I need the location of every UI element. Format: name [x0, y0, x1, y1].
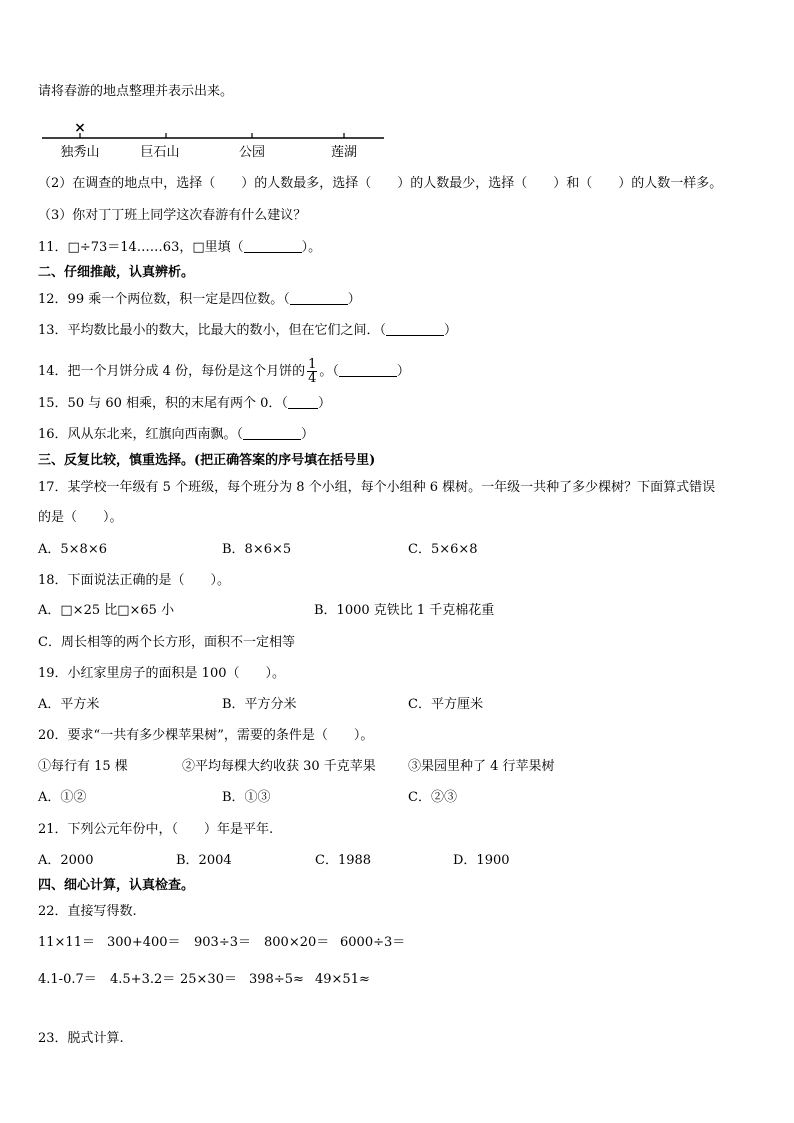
answer-blank[interactable] [339, 364, 397, 377]
q20-option-a[interactable]: A．①② [38, 790, 87, 805]
question-2-sub: （2）在调查的地点中，选择（ ）的人数最多，选择（ ）的人数最少，选择（ ）和（ ）的人数一样多。 [38, 176, 723, 191]
question-19-stem: 19．小红家里房子的面积是 100（ ）。 [38, 666, 285, 681]
q21-option-d[interactable]: D．1900 [453, 853, 510, 868]
calc-item: 11×11＝ [38, 935, 95, 950]
q21-option-c[interactable]: C．1988 [315, 853, 372, 868]
answer-blank[interactable] [244, 240, 302, 253]
question-11: 11．□÷73＝14……63，□里填（ ）。 [38, 240, 322, 255]
answer-blank[interactable] [243, 427, 301, 440]
calc-item: 398÷5≈ [249, 972, 304, 987]
calc-item: 300+400＝ [107, 935, 181, 950]
calc-item: 25×30＝ [180, 972, 237, 987]
q19-option-b[interactable]: B．平方分米 [222, 697, 297, 712]
diagram-label-2: 巨石山 [140, 145, 180, 160]
question-17-line2: 的是（ ）。 [38, 510, 123, 525]
q21-option-b[interactable]: B．2004 [176, 853, 232, 868]
q18-option-b[interactable]: B．1000 克铁比 1 千克棉花重 [314, 603, 495, 618]
q20-option-b[interactable]: B．①③ [222, 790, 271, 805]
location-diagram [38, 118, 390, 166]
question-15: 15．50 与 60 相乘，积的末尾有两个 0．（ ） [38, 396, 331, 411]
calc-item: 800×20＝ [264, 935, 330, 950]
calc-item: 903÷3＝ [194, 935, 251, 950]
q20-condition-3: ③果园里种了 4 行苹果树 [408, 759, 555, 774]
question-23-stem: 23．脱式计算. [38, 1031, 124, 1046]
diagram-label-1: 独秀山 [60, 145, 100, 160]
question-16: 16．风从东北来，红旗向西南飘。（ ） [38, 427, 315, 442]
question-21-stem: 21．下列公元年份中，（ ）年是平年. [38, 822, 274, 837]
question-13: 13．平均数比最小的数大，比最大的数小，但在它们之间．（ ） [38, 323, 458, 338]
calc-item: 6000÷3＝ [340, 935, 406, 950]
calc-item: 49×51≈ [315, 972, 370, 987]
fraction-one-quarter: $\frac{1}{4}$ [308, 357, 317, 386]
q18-option-a[interactable]: A．□×25 比□×65 小 [38, 603, 175, 618]
section-2-heading: 二、仔细推敲，认真辨析。 [38, 265, 195, 280]
question-12: 12．99 乘一个两位数，积一定是四位数。（ ） [38, 292, 361, 307]
answer-blank[interactable] [290, 292, 348, 305]
q19-option-a[interactable]: A．平方米 [38, 697, 100, 712]
question-14: 14．把一个月饼分成 4 份，每份是这个月饼的 $\frac{1}{4}$ 。（ ） [38, 357, 410, 386]
calc-item: 4.5+3.2＝ [110, 972, 176, 987]
answer-blank[interactable] [386, 323, 444, 336]
q21-option-a[interactable]: A．2000 [38, 853, 94, 868]
answer-blank[interactable] [288, 396, 318, 409]
calc-item: 4.1-0.7＝ [38, 972, 97, 987]
question-18-stem: 18．下面说法正确的是（ ）。 [38, 573, 231, 588]
q20-condition-2: ②平均每棵大约收获 30 千克苹果 [182, 759, 376, 774]
question-20-stem: 20．要求“一共有多少棵苹果树”，需要的条件是（ ）。 [38, 728, 374, 743]
diagram-label-4: 莲湖 [330, 145, 358, 160]
section-3-heading: 三、反复比较，慎重选择。(把正确答案的序号填在括号里) [38, 453, 376, 468]
q19-option-c[interactable]: C．平方厘米 [408, 697, 483, 712]
question-22-stem: 22．直接写得数. [38, 904, 137, 919]
intro-text: 请将春游的地点整理并表示出来。 [38, 84, 234, 99]
q20-option-c[interactable]: C．②③ [408, 790, 457, 805]
q18-option-c[interactable]: C．周长相等的两个长方形，面积不一定相等 [38, 635, 295, 650]
q17-option-a[interactable]: A．5×8×6 [38, 542, 107, 557]
q20-condition-1: ①每行有 15 棵 [38, 759, 128, 774]
diagram-mark: × [74, 120, 86, 136]
section-4-heading: 四、细心计算，认真检查。 [38, 878, 195, 893]
q17-option-c[interactable]: C．5×6×8 [408, 542, 478, 557]
q17-option-b[interactable]: B．8×6×5 [222, 542, 292, 557]
question-17-line1: 17．某学校一年级有 5 个班级，每个班分为 8 个小组，每个小组种 6 棵树。一年级一共种了多少棵树？下面算式错误 [38, 480, 716, 495]
diagram-label-3: 公园 [238, 145, 266, 160]
question-3-sub: （3）你对丁丁班上同学这次春游有什么建议？ [38, 208, 307, 223]
